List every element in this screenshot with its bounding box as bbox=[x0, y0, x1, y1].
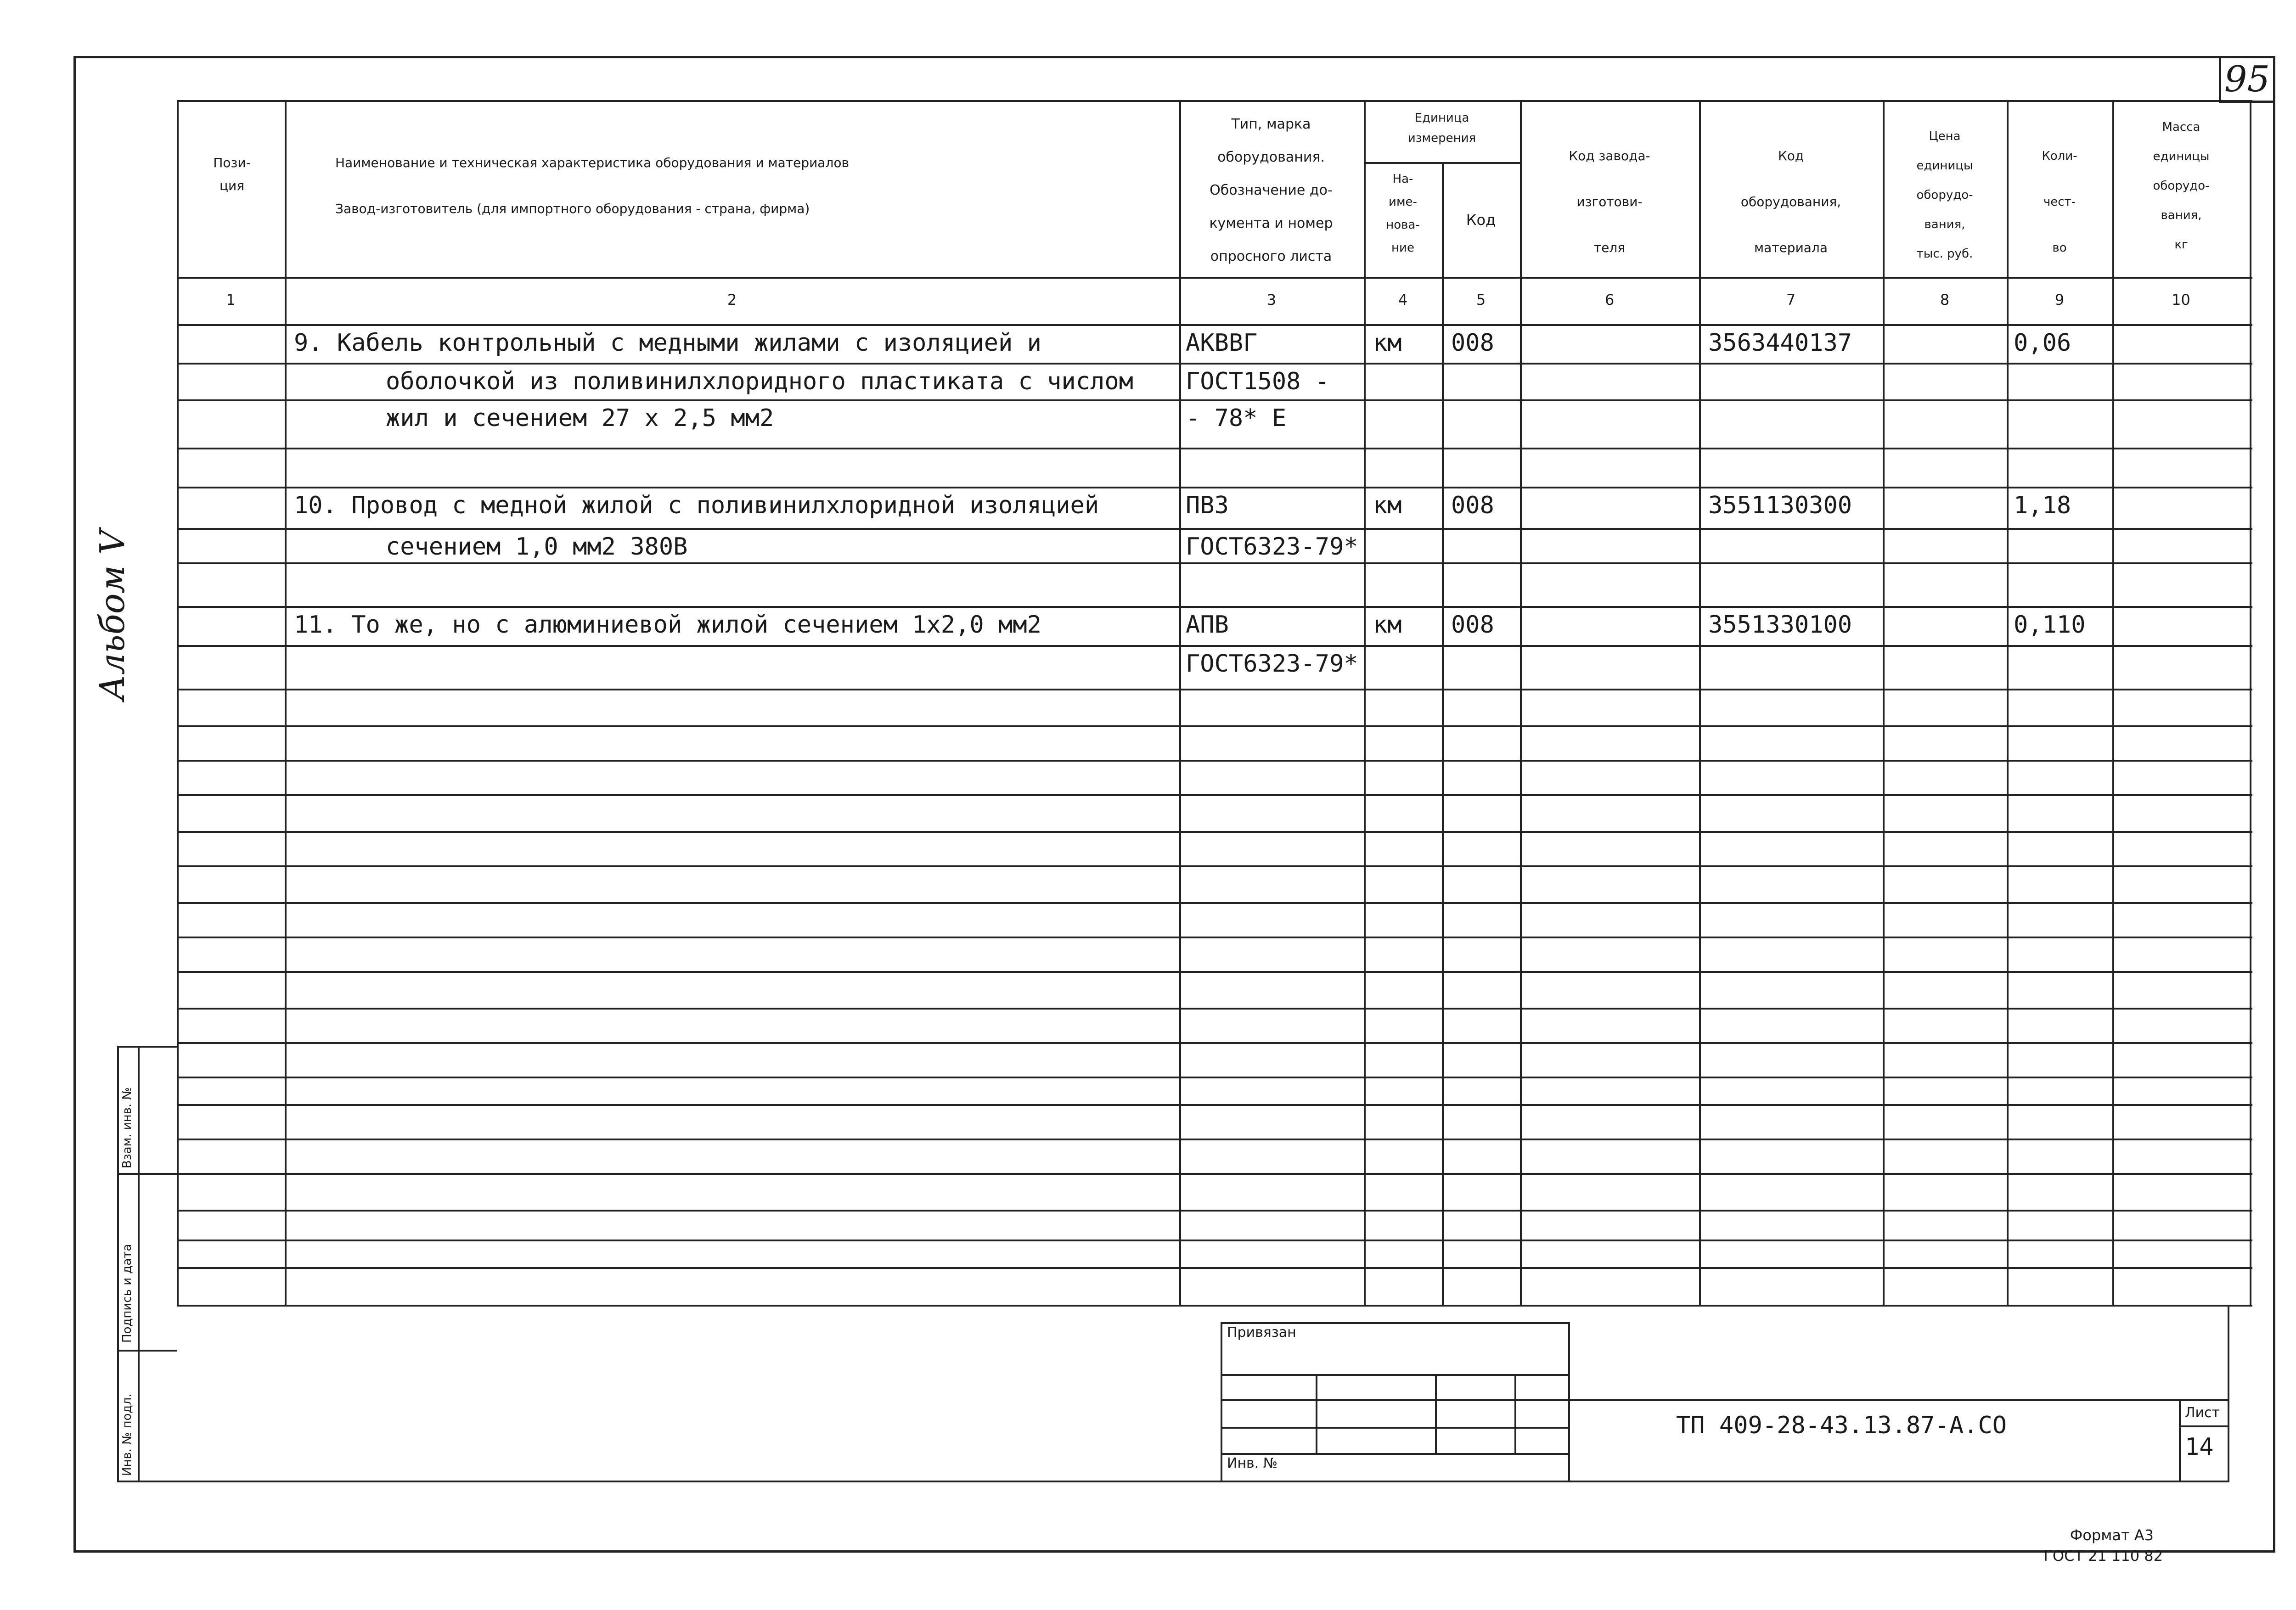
row-1-unit: км bbox=[1373, 329, 1402, 357]
format-label: Формат А3 bbox=[2070, 1526, 2154, 1544]
header-unit-code: Код bbox=[1466, 211, 1496, 229]
column-number-10: 10 bbox=[2172, 291, 2190, 309]
row-5-qty: 1,18 bbox=[2014, 492, 2071, 519]
sheet-number: 95 bbox=[2224, 59, 2270, 100]
column-number-5: 5 bbox=[1476, 291, 1486, 309]
row-1-mat-code: 3563440137 bbox=[1708, 329, 1852, 357]
row-5-type: ПВ3 bbox=[1186, 492, 1229, 519]
header-type: Тип, марка оборудования. Обозначение до- кумента и номер опросного листа bbox=[1209, 116, 1333, 264]
stamp-label-signature-date: Подпись и дата bbox=[120, 1244, 134, 1343]
inv-number-label: Инв. № bbox=[1227, 1455, 1278, 1471]
header-material-code: Код оборудования, материала bbox=[1740, 148, 1841, 255]
row-5-desc: 10. Провод с медной жилой с поливинилхлоридной изоляцией bbox=[294, 492, 1099, 519]
row-8-type: АПВ bbox=[1186, 611, 1229, 639]
row-8-code: 008 bbox=[1451, 611, 1494, 639]
row-6-type: ГОСТ6323-79* bbox=[1186, 533, 1358, 561]
row-1-qty: 0,06 bbox=[2014, 329, 2071, 357]
row-1-desc: 9. Кабель контрольный с медными жилами с изоляцией и bbox=[294, 329, 1041, 357]
header-name: Наименование и техническая характеристика оборудования и материалов Завод-изготовитель (для импортного оборудования - страна, фирма) bbox=[335, 155, 849, 216]
row-8-qty: 0,110 bbox=[2014, 611, 2086, 639]
row-3-type: - 78* Е bbox=[1186, 404, 1287, 432]
row-8-mat-code: 3551330100 bbox=[1708, 611, 1852, 639]
sheet-label: Лист bbox=[2185, 1405, 2220, 1421]
gost-label: ГОСТ 21 110 82 bbox=[2043, 1547, 2163, 1565]
column-number-4: 4 bbox=[1398, 291, 1408, 309]
row-3-desc: жил и сечением 27 x 2,5 мм2 bbox=[386, 404, 774, 432]
header-unit-group: Единица измерения bbox=[1407, 111, 1476, 145]
stamp-label-replace-inv: Взам. инв. № bbox=[120, 1087, 134, 1168]
row-5-code: 008 bbox=[1451, 492, 1494, 519]
row-8-unit: км bbox=[1373, 611, 1402, 639]
privyazan-label: Привязан bbox=[1227, 1324, 1296, 1341]
header-mass: Масса единицы оборудо- вания, кг bbox=[2153, 120, 2210, 252]
row-2-desc: оболочкой из поливинилхлоридного пластиката с числом bbox=[386, 368, 1133, 395]
column-number-7: 7 bbox=[1786, 291, 1796, 309]
row-6-desc: сечением 1,0 мм2 380В bbox=[386, 533, 688, 561]
column-number-8: 8 bbox=[1940, 291, 1950, 309]
drawing-frame bbox=[73, 56, 2275, 1553]
header-unit-name: На- име- нова- ние bbox=[1386, 172, 1420, 255]
row-9-type: ГОСТ6323-79* bbox=[1186, 650, 1358, 678]
row-2-type: ГОСТ1508 - bbox=[1186, 368, 1330, 395]
header-quantity: Коли- чест- во bbox=[2042, 149, 2077, 255]
header-factory-code: Код завода- изготови- теля bbox=[1569, 148, 1650, 255]
row-8-desc: 11. То же, но с алюминиевой жилой сечением 1x2,0 мм2 bbox=[294, 611, 1041, 639]
header-position: Пози- ция bbox=[213, 155, 251, 193]
document-code: ТП 409-28-43.13.87-А.СО bbox=[1676, 1412, 2007, 1439]
row-1-type: АКВВГ bbox=[1186, 329, 1258, 357]
column-number-9: 9 bbox=[2054, 291, 2065, 309]
row-5-mat-code: 3551130300 bbox=[1708, 492, 1852, 519]
header-price: Цена единицы оборудо- вания, тыс. руб. bbox=[1916, 129, 1973, 261]
sheet-value: 14 bbox=[2185, 1433, 2214, 1461]
column-number-6: 6 bbox=[1604, 291, 1615, 309]
album-label: Альбом V bbox=[93, 530, 132, 701]
row-1-code: 008 bbox=[1451, 329, 1494, 357]
column-number-2: 2 bbox=[727, 291, 737, 309]
stamp-label-inv-podl: Инв. № подл. bbox=[120, 1393, 134, 1476]
column-number-1: 1 bbox=[226, 291, 236, 309]
column-number-3: 3 bbox=[1266, 291, 1277, 309]
row-5-unit: км bbox=[1373, 492, 1402, 519]
